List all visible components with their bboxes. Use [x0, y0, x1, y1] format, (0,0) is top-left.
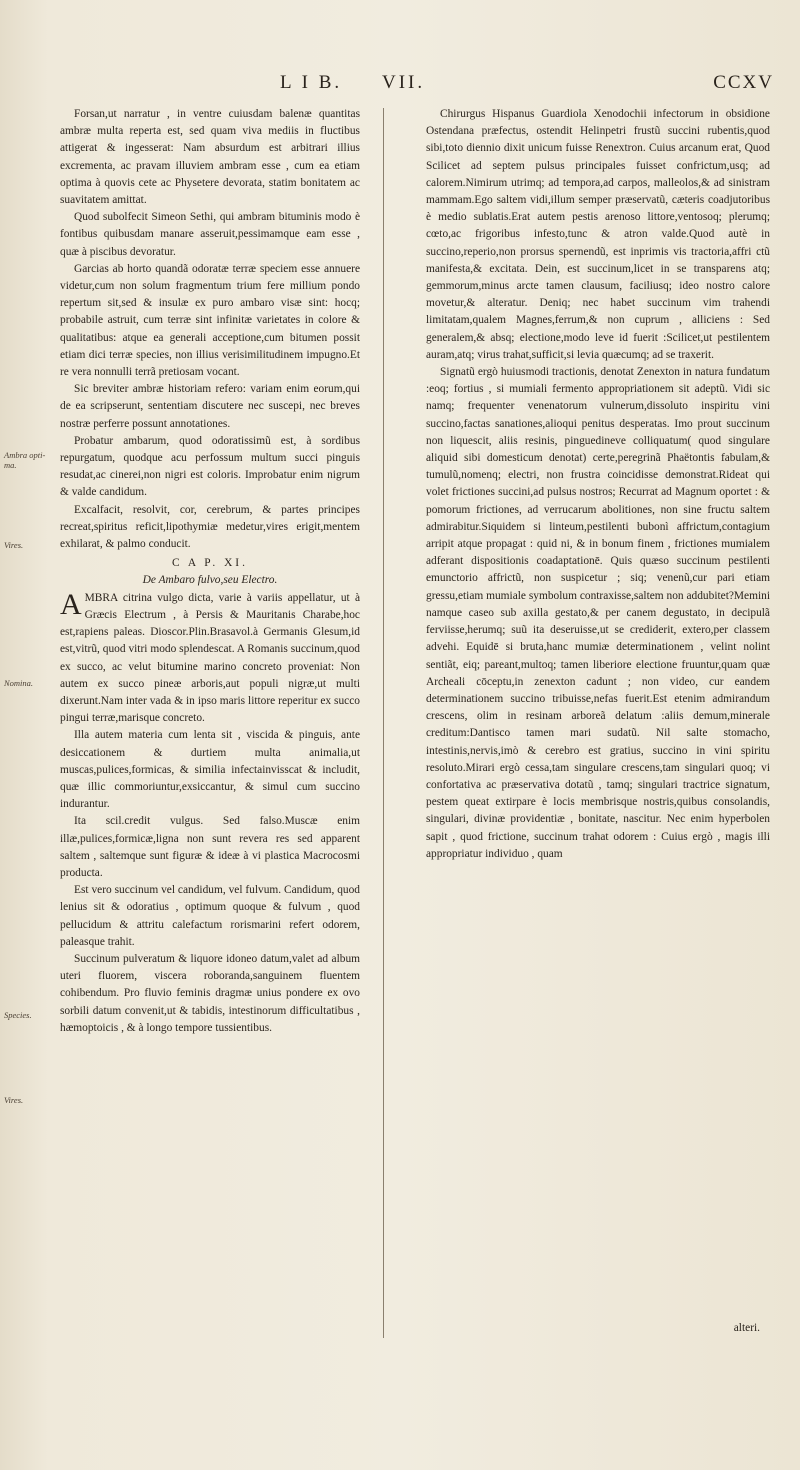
- chapter-heading: C A P. XI.: [172, 557, 248, 570]
- drop-cap: A: [60, 587, 82, 621]
- left-paragraphs: [60, 106, 360, 553]
- running-head-number: VII.: [382, 72, 426, 93]
- paragraph: Sic breviter ambræ historiam refero: variam enim eorum,qui de ea scripserunt, sententiam discutere nec suscepi, nec breves nostræ perferre possunt annotationes.: [60, 383, 360, 430]
- margin-note: Vires.: [4, 1095, 24, 1105]
- paragraph: Succinum pulveratum & liquore idoneo datum,valet ad album uteri fluorem, viscera roboranda,sanguinem fluentem cohibendum. Pro fluvio feminis dragmæ unius pondere ex ovo sorbili datum convenit,ut & tabidis, intestinorum difficultatibus , hæmoptoicis , & à longo tempore tussientibus.: [60, 952, 360, 1034]
- chapter-subtitle: De Ambaro fulvo,seu Electro.: [142, 574, 278, 587]
- column-rule: [383, 108, 384, 1338]
- paragraph-text: MBRA citrina vulgo dicta, varie à variis appellatur, ut à Græcis Electrum , à Persis & Mauritanis Charabe,hoc est,rapiens paleas. Dioscor.Plin.Brasavol.à Germanis Glesum,id est,vitrũ, quod vitri modo splendescat. A Romanis succinum,quod ex succo, ac velut bitumine marino concreto proveniat: Non autem ex succo pineæ arboris,aut populi nigræ,ut multi dixerunt.Nam inter vada & in ipso maris littore reperitur ex succo pingui terræ,marisque concreto.: [60, 591, 360, 725]
- paragraph: Garcias ab horto quandã odoratæ terræ speciem esse annuere videtur,cum non solum fragmentum trium fere millium pondo repertum sit,sed & insulæ ex puro ambaro visæ sint: hocq; probabile astruit, cum terræ sint infinitæ varietates in colore & qualitatibus: atque ea generali acceptione,cum bitumen possit etiam dici terræ species, non illius verisimilitudinem impugno.Et re vera nonnulli terrã pretiosam vocant.: [60, 262, 360, 379]
- paragraph: Forsan,ut narratur , in ventre cuiusdam balenæ quantitas ambræ multa reperta est, sed quam viva mediis in fluctibus attigerat & ingesserat: Nam absurdum est arbitrari illius excrementa, ac pravam illuviem ambram esse , cum ea etiam optima à quovis cete ac Physetere devorata, statim bonitatem ac suavitatem amittat.: [60, 108, 360, 207]
- left-paragraphs-chapter: [60, 587, 360, 1037]
- margin-note: Species.: [4, 1010, 32, 1020]
- paragraph: Est vero succinum vel candidum, vel fulvum. Candidum, quod lenius sit & odoratius , optimum quoque & fulvum , quod pellucidum & attritu calefactum rorismarini refert odorem, paleasque trahit.: [60, 884, 360, 948]
- left-column: [60, 106, 360, 1037]
- paragraph: Signatũ ergò huiusmodi tractionis, denotat Zenexton in natura fundatum :eoq; fortius , si mumiali fermento appropriationem sit adeptũ. Vidi sic namq; frequenter venenatorum vulnerum,dissoluto inspiritu vini succino,factas sanationes,alioqui penitus desperatas. Imo prout succinum non liquescit, aliis resinis, pinguedineve colliquatum( quod singulare aliquid sibi domesticum denotat) certe,peregrinã Phaëtontis fabulam,& tumulũ,nomenq; electri, non frustra coincidisse demonstrat.Rideat qui volet frictiones succini,ad pulsus nostros; Recurrat ad Magnum oportet : & pomorum frictiones, ad verrucarum abolitiones, non sine fructu saltem admirabitur.Siquidem si linteum,pestilenti bubonì affrictum,contagium arripit atque propagat : quid ni, & in bonum finem , frictiones mumialem adferant dispositionis coadaptationē. Quis quæso succinum pestilenti emunctorio affrictũ, non suspicetur ; siq; venenũ,cur pari etiam gressu,etiam mumiale symbolum contraxisse,saltem non addubitet?Memini namque caseo sub axilla gestato,& per canem degustato, in decipulã ferviisse,herumq; suũ ita deseruisse,ut se crediderit, extero,per classem advehi. Equidē si bruta,hanc mumiæ determinationem , velint nolint sentiãt, eiq; pareant,multoq; tamen liberiore electione fruuntur,quam quæ Archeali cōceptu,in zenexton cadunt ; non video, cur eandem determinationem succino tribuisse,nefas fuerit.Est etenim admirandum crescens, olim in resinam arboreã delatum :aliis demum,minerale creditum:Dantisco tamen mari sudatũ. Nil salte stomacho, intestinis,nervis,imò & cerebro est gratius, succino in vini spiritu resoluto.Mirari ergò cessa,tam singulare crescens,tam singulari quoq; vi confortativa ac præservativa dotatũ , tamq; singulari tractrice signatum, pestem queat extirpare è locis membrisque nostris,quibus consolandis, singulari, divinæ providentiæ , bonitate, nascitur. Nec enim hyperbolen sapit , quod frictione, succinum trahat odorem : Cuius ergò , magis illi appropriatur individuo , quam: [426, 366, 770, 860]
- right-paragraphs: [426, 106, 770, 863]
- margin-note: Nomina.: [4, 678, 34, 688]
- paragraph: Probatur ambarum, quod odoratissimũ est, à sordibus repurgatum, quodque acu perfossum multum succi pinguis resudat,ac cinerei,non nigri est coloris. Improbatur enim nigrum & valde candidum.: [60, 434, 360, 499]
- paragraph: Chirurgus Hispanus Guardiola Xenodochii infectorum in obsidione Ostendana præfectus, ostendit Helinpetri frustũ succini rubentis,quod sibi,toto diennio dixit unicum fuisse Renextron. Cuius arcanum erat, Quod Scilicet ad septem pulsus principales fuisset confrictum,usq; ad calorem.Nimirum utrimq; ad tempora,ad carpos, malleolos,& ad sinistram mammam.Ego saltem vidi,illum semper præservatũ, cæteris coadjutoribus è medio sublatis.Erat autem pestis arenoso littore,ventosoq; plerumq; cœto,ac frigoribus infesto,tunc & atron valde.Quod autè in succino,reperio,non prorsus spernendũ, est inprimis vis tractoria,affri ctũ manifesta,& excitata. Dein, est succinum,licet in se transparens atq; gemmorum,minus arcte tamen clausum, faciliusq; ideo nostro calore movetur,& alteratur. Deniq; nec habet succinum vim trahendi limitatam,qualem Magnes,ferrum,& non cuprum , alliciens : Sed generalem,& absq; electione,modo leve id fuerit :Scilicet,ut pestilentem auram,atq; virus trahat,sufficit,si levia quæcumq; ad se traxerit.: [426, 108, 770, 361]
- page-number: CCXV: [713, 72, 774, 93]
- margin-note: Ambra opti-ma.: [4, 450, 46, 470]
- paragraph: Quod subolfecit Simeon Sethi, qui ambram bituminis modo è fontibus quibusdam manare asseruit,pessimamque eam esse , quæ à piscibus devoratur.: [60, 211, 360, 258]
- paragraph: [60, 587, 360, 728]
- catchword: alteri.: [733, 1322, 760, 1334]
- right-column: [426, 106, 770, 863]
- paragraph: Ita scil.credit vulgus. Sed falso.Muscæ enim illæ,pulices,formicæ,ligna non sunt revera res sed apparent saltem , saltemque sunt figuræ & ideæ à vi plastica Macrocosmi producta.: [60, 815, 360, 879]
- paragraph: Excalfacit, resolvit, cor, cerebrum, & partes principes recreat,spiritus reficit,lipothymiæ medetur,vires erigit,mentem exhilarat, & palmo conducit.: [60, 503, 360, 551]
- paragraph: Illa autem materia cum lenta sit , viscida & pinguis, ante desiccationem & durtiem multa animalia,ut muscas,pulices,formicas, & similia infectainvisscat & includit, quæ illic commoriuntur,exsiccantur, & simul cum succino indurantur.: [60, 729, 360, 811]
- margin-note: Vires.: [4, 540, 24, 550]
- running-head-book: L I B.: [280, 72, 343, 93]
- running-head: [0, 58, 800, 98]
